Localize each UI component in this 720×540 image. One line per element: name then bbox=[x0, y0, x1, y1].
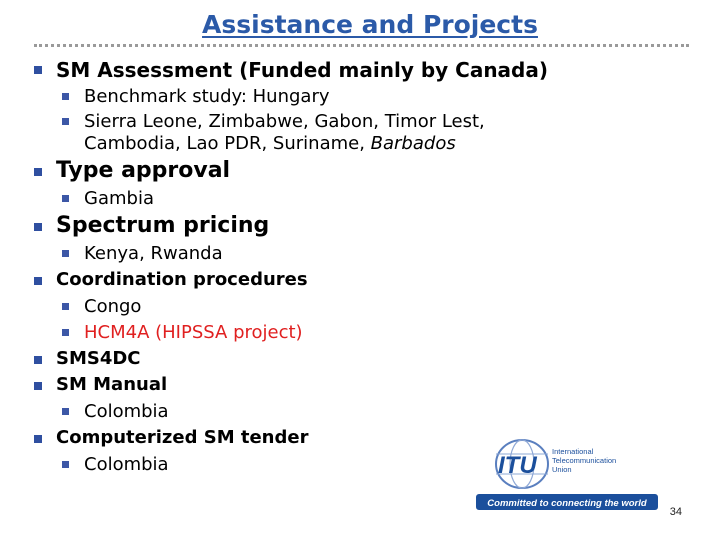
subbullet-text: Benchmark study: Hungary bbox=[84, 86, 330, 107]
subbullet-text-italic: Barbados bbox=[370, 133, 456, 154]
subbullet-text: Congo bbox=[84, 296, 142, 317]
logo-line-3: Union bbox=[552, 465, 572, 474]
logo-line-2: Telecommunication bbox=[552, 456, 617, 465]
bullet-text: Coordination procedures bbox=[56, 269, 308, 290]
square-bullet-icon bbox=[34, 356, 42, 364]
bullet-type-approval bbox=[34, 158, 230, 183]
square-bullet-icon bbox=[34, 66, 42, 74]
square-bullet-icon bbox=[34, 382, 42, 390]
bullet-text: Type approval bbox=[56, 158, 231, 183]
bullet-coordination bbox=[34, 269, 308, 290]
slide-title-text: Assistance and Projects bbox=[202, 10, 538, 39]
square-bullet-icon bbox=[34, 223, 42, 231]
logo-line-1: International bbox=[552, 447, 594, 456]
subbullet-gambia bbox=[62, 188, 154, 209]
subbullet-hcm4a bbox=[62, 322, 303, 343]
square-bullet-icon bbox=[34, 168, 42, 176]
subbullet-text: HCM4A (HIPSSA project) bbox=[84, 322, 303, 343]
logo-tagline: Committed to connecting the world bbox=[487, 498, 647, 509]
subbullet-colombia-1 bbox=[62, 401, 169, 422]
square-bullet-icon bbox=[62, 250, 69, 257]
subbullet-text: Colombia bbox=[84, 454, 169, 475]
bullet-sm-assessment bbox=[34, 58, 548, 82]
subbullet-colombia-2 bbox=[62, 454, 169, 475]
subbullet-congo bbox=[62, 296, 141, 317]
bullet-text: Computerized SM tender bbox=[56, 427, 309, 448]
subbullet-kenya bbox=[62, 243, 223, 264]
bullet-text: SM Manual bbox=[56, 374, 168, 395]
subbullet-text: Kenya, Rwanda bbox=[84, 243, 223, 264]
subbullet-text bbox=[62, 133, 456, 154]
subbullet-text: Gambia bbox=[84, 188, 154, 209]
square-bullet-icon bbox=[62, 118, 69, 125]
subbullet-benchmark bbox=[62, 86, 330, 107]
subbullet-text: Colombia bbox=[84, 401, 169, 422]
logo-acronym: ITU bbox=[498, 452, 537, 479]
bullet-text: SMS4DC bbox=[56, 348, 141, 369]
bullet-sms4dc bbox=[34, 348, 141, 369]
bullet-sm-tender bbox=[34, 427, 308, 448]
subbullet-text: Sierra Leone, Zimbabwe, Gabon, Timor Lest, bbox=[84, 111, 485, 132]
page-number: 34 bbox=[669, 506, 682, 518]
bullet-spectrum-pricing bbox=[34, 213, 269, 238]
itu-logo bbox=[470, 432, 660, 512]
square-bullet-icon bbox=[62, 461, 69, 468]
square-bullet-icon bbox=[62, 93, 69, 100]
square-bullet-icon bbox=[62, 303, 69, 310]
square-bullet-icon bbox=[62, 195, 69, 202]
subbullet-countries bbox=[62, 111, 485, 132]
square-bullet-icon bbox=[62, 329, 69, 336]
square-bullet-icon bbox=[62, 408, 69, 415]
square-bullet-icon bbox=[34, 277, 42, 285]
bullet-text: SM Assessment (Funded mainly by Canada) bbox=[56, 58, 549, 82]
bullet-text: Spectrum pricing bbox=[56, 213, 270, 238]
subbullet-text-part: Cambodia, Lao PDR, Suriname, bbox=[84, 133, 371, 154]
square-bullet-icon bbox=[34, 435, 42, 443]
subbullet-countries-cont bbox=[62, 133, 456, 154]
bullet-sm-manual bbox=[34, 374, 167, 395]
